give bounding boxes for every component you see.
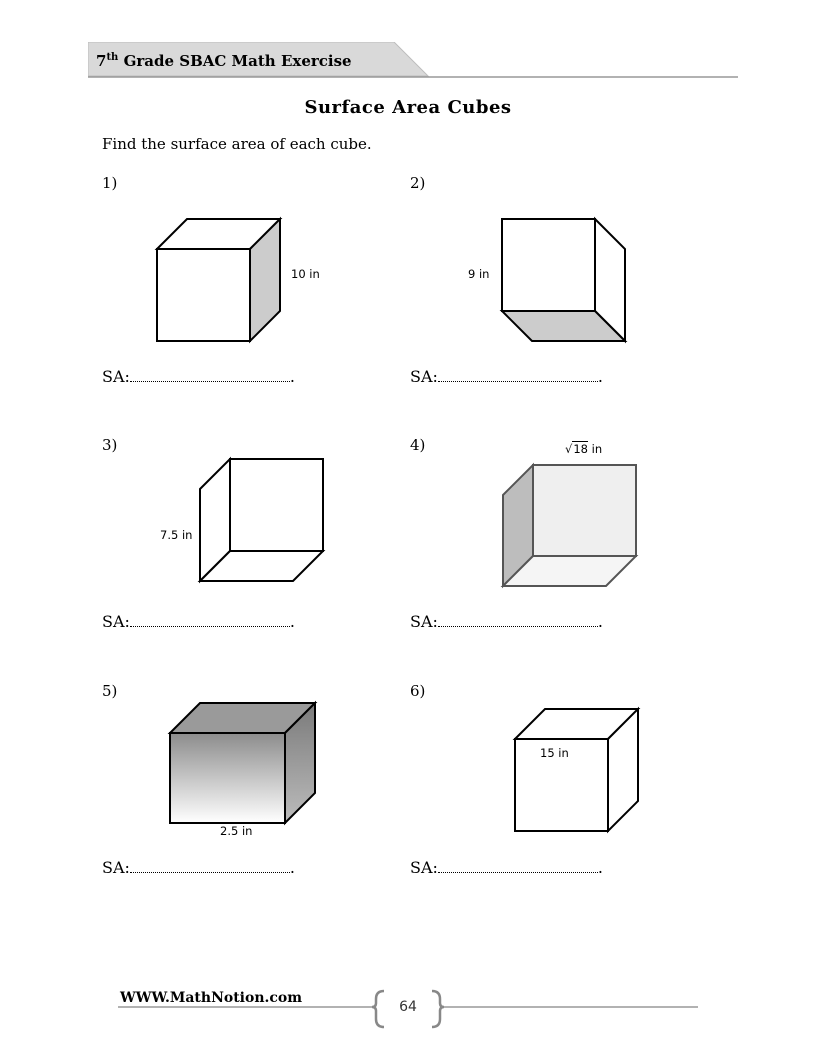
problem-3-answer-blank[interactable] [130,614,290,627]
problem-5-answer-blank[interactable] [130,860,290,873]
problem-5-dimension: 2.5 in [220,824,253,838]
problem-2-answer-blank[interactable] [438,369,598,382]
problem-2-number: 2) [410,174,426,192]
radical-sign-icon: √ [565,442,573,456]
problem-3-number: 3) [102,436,118,454]
problem-4-dimension [565,442,602,456]
problem-1-number: 1) [102,174,118,192]
header-title [96,52,352,70]
problem-4-radicand: 18 [573,442,588,456]
page-number: 64 [399,999,417,1015]
problem-5-answer-label: SA: [102,858,130,877]
problem-6-number: 6) [410,682,426,700]
instructions: Find the surface area of each cube. [102,135,372,153]
problem-6-answer-label: SA: [410,858,438,877]
problem-4-number: 4) [410,436,426,454]
problem-2-cube [495,212,635,347]
problem-1-answer: SA: . [102,367,295,386]
problem-6-answer: SA: . [410,858,603,877]
problem-3-cube [193,452,333,587]
page-title: Surface Area Cubes [304,97,512,118]
problem-5-answer: SA: . [102,858,295,877]
problem-6-cube [508,702,648,837]
header-grade-suffix: th [106,52,119,63]
problem-5-number: 5) [102,682,118,700]
problem-1-cube [150,212,290,347]
problem-4-unit: in [591,442,603,456]
problem-5-cube [163,696,323,828]
problem-1-dimension: 10 in [291,267,320,281]
header-title-text: Grade SBAC Math Exercise [123,52,352,70]
problem-4-answer-blank[interactable] [438,614,598,627]
problem-2-answer: SA: . [410,367,603,386]
problem-6-answer-blank[interactable] [438,860,598,873]
problem-2-dimension: 9 in [468,267,490,281]
problem-3-answer: SA: . [102,612,295,631]
footer-website: WWW.MathNotion.com [120,990,303,1006]
problem-1-answer-label: SA: [102,367,130,386]
problem-4-cube [496,458,644,593]
problem-4-answer: SA: . [410,612,603,631]
problem-6-dimension: 15 in [540,746,569,760]
problem-3-dimension: 7.5 in [160,528,193,542]
problem-1-answer-blank[interactable] [130,369,290,382]
header-grade: 7 [96,52,107,70]
problem-3-answer-label: SA: [102,612,130,631]
problem-2-answer-label: SA: [410,367,438,386]
problem-4-answer-label: SA: [410,612,438,631]
